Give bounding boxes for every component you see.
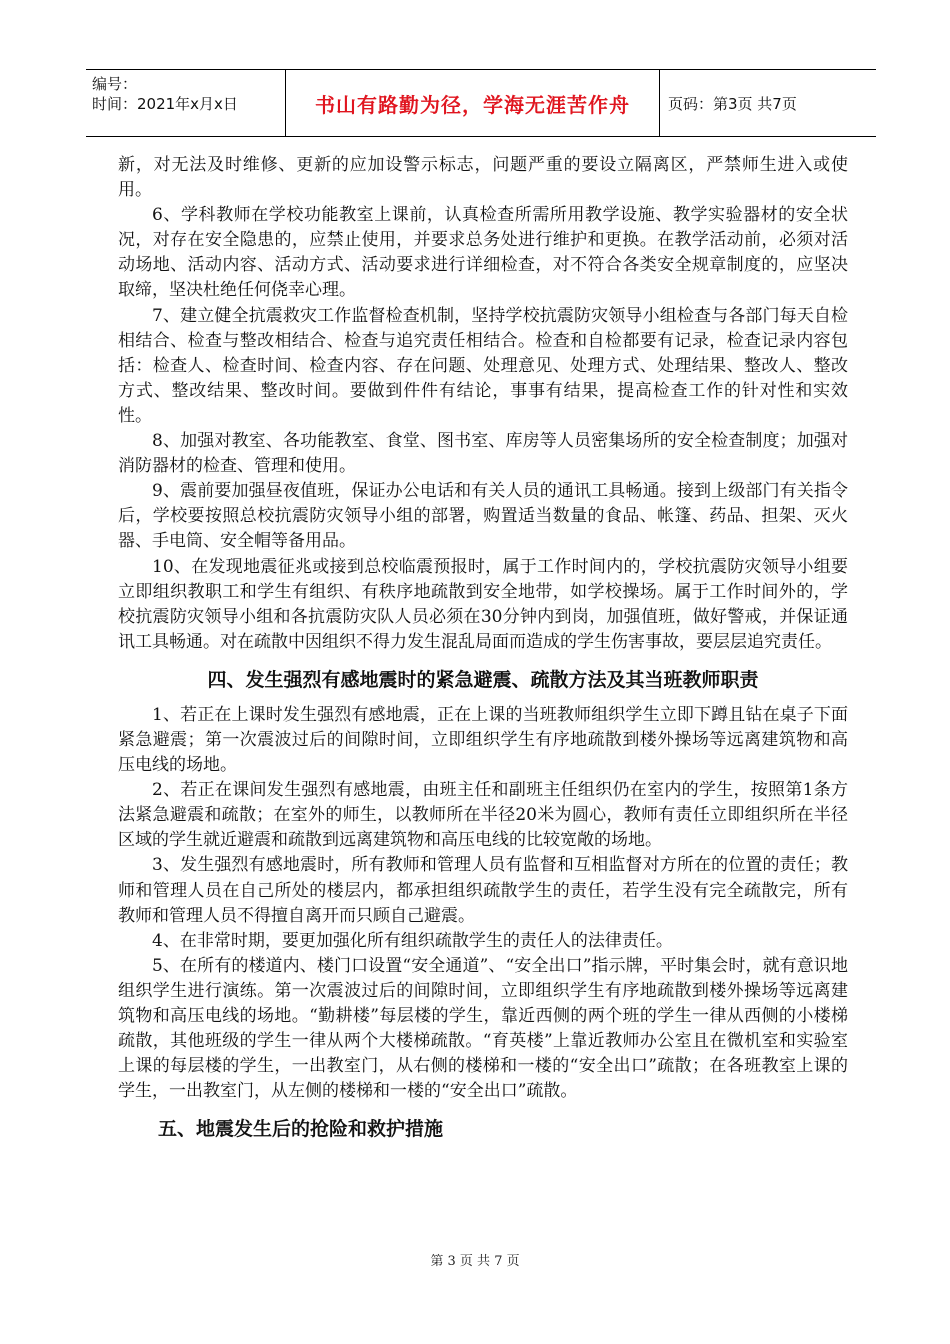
number-label: 编号： (92, 75, 138, 93)
paragraph-s4-item-4: 4、在非常时期，要更加强化所有组织疏散学生的责任人的法律责任。 (152, 930, 673, 951)
time-label: 时间：2021年x月x日 (92, 95, 238, 113)
paragraph-item-6: 6、学科教师在学校功能教室上课前，认真检查所需所用教学设施、教学实验器材的安全状况，对存在安全隐患的，应禁止使用，并要求总务处进行维护和更换。在教学活动前，必须对活动场地、活动内容、活动方式、活动要求进行详细检查，对不符合各类安全规章制度的，应坚决取缔，坚决杜绝任何侥幸心理。 (118, 205, 848, 301)
paragraph-s4-item-5: 5、在所有的楼道内、楼门口设置“安全通道”、“安全出口”指示牌，平时集会时，就有意识地组织学生进行演练。第一次震波过后的间隙时间，立即组织学生有序地疏散到楼外操场等远离建筑物和高压电线的场地。“勤耕楼”每层楼的学生，靠近西侧的两个班的学生一律从西侧的小楼梯疏散，其他班级的学生一律从两个大楼梯疏散。“育英楼”上靠近教师办公室且在微机室和实验室上课的每层楼的学生，一出教室门，从右侧的楼梯和一楼的“安全出口”疏散；在各班教室上课的学生，一出教室门，从左侧的楼梯和一楼的“安全出口”疏散。 (118, 955, 848, 1102)
header-meta (86, 70, 286, 136)
header-page-label: 页码：第3页 共7页 (668, 94, 797, 113)
section-4-heading: 四、发生强烈有感地震时的紧急避震、疏散方法及其当班教师职责 (207, 668, 759, 691)
header-motto-cell (286, 70, 660, 136)
paragraph-item-8: 8、加强对教室、各功能教室、食堂、图书室、库房等人员密集场所的安全检查制度；加强对消防器材的检查、管理和使用。 (118, 431, 848, 477)
page-footer: 第 3 页 共 7 页 (430, 1254, 520, 1269)
paragraph-s4-item-3: 3、发生强烈有感地震时，所有教师和管理人员有监督和互相监督对方所在的位置的责任；教师和管理人员在自己所处的楼层内，都承担组织疏散学生的责任，若学生没有完全疏散完，所有教师和管理人员不得擅自离开而只顾自己避震。 (118, 855, 848, 926)
paragraph-item-9: 9、震前要加强昼夜值班，保证办公电话和有关人员的通讯工具畅通。接到上级部门有关指令后，学校要按照总校抗震防灾领导小组的部署，购置适当数量的食品、帐篷、药品、担架、灭火器、手电筒、安全帽等备用品。 (118, 481, 848, 552)
paragraph-s4-item-1: 1、若正在上课时发生强烈有感地震，正在上课的当班教师组织学生立即下蹲且钻在桌子下面紧急避震；第一次震波过后的间隙时间，立即组织学生有序地疏散到楼外操场等远离建筑物和高压电线的场地。 (118, 704, 848, 776)
header-page-cell (660, 70, 876, 136)
paragraph-continued: 新，对无法及时维修、更新的应加设警示标志，问题严重的要设立隔离区，严禁师生进入或使用。 (118, 155, 848, 201)
section-5-heading: 五、地震发生后的抢险和救护措施 (158, 1118, 444, 1141)
page-header (86, 69, 876, 137)
document-body (118, 153, 848, 1152)
paragraph-item-7: 7、建立健全抗震救灾工作监督检查机制，坚持学校抗震防灾领导小组检查与各部门每天自检相结合、检查与整改相结合、检查与追究责任相结合。检查和自检都要有记录，检查记录内容包括：检查人、检查时间、检查内容、存在问题、处理意见、处理方式、处理结果、整改人、整改方式、整改结果、整改时间。要做到件件有结论，事事有结果，提高检查工作的针对性和实效性。 (118, 305, 848, 426)
paragraph-s4-item-2: 2、若正在课间发生强烈有感地震，由班主任和副班主任组织仍在室内的学生，按照第1条方法紧急避震和疏散；在室外的师生，以教师所在半径20米为圆心，教师有责任立即组织所在半径区域的学生就近避震和疏散到远离建筑物和高压电线的比较宽敞的场地。 (118, 780, 848, 851)
header-motto: 书山有路勤为径，学海无涯苦作舟 (315, 92, 630, 117)
paragraph-item-10: 10、在发现地震征兆或接到总校临震预报时，属于工作时间内的，学校抗震防灾领导小组要立即组织教职工和学生有组织、有秩序地疏散到安全地带，如学校操场。属于工作时间外的，学校抗震防灾领导小组和各抗震防灾队人员必须在30分钟内到岗，加强值班，做好警戒，并保证通讯工具畅通。对在疏散中因组织不得力发生混乱局面而造成的学生伤害事故，要层层追究责任。 (118, 556, 848, 652)
